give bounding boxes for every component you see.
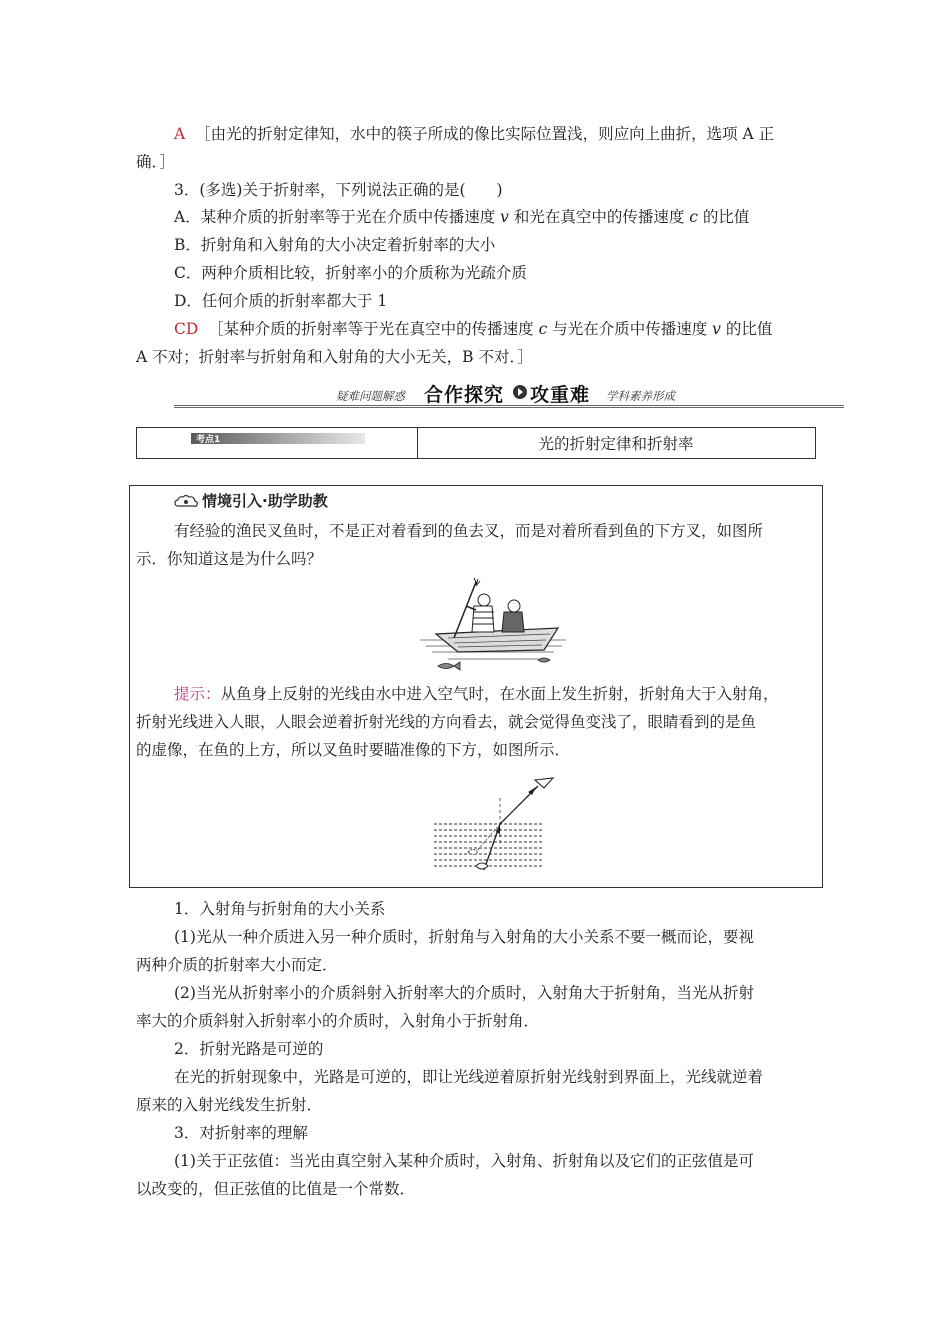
- para-3-line-1: 在光的折射现象中，光路是可逆的，即让光线逆着原折射光线射到界面上，光线就逆着: [174, 1068, 764, 1086]
- option-a-part1: A．某种介质的折射率等于光在介质中传播速度: [174, 208, 501, 226]
- answer-text-cont: 确．］: [136, 153, 175, 171]
- option-a-var-v: v: [500, 208, 509, 226]
- situation-heading-text: 情境引入·助学助教: [202, 492, 328, 510]
- option-c: C．两种介质相比较，折射率小的介质称为光疏介质: [174, 264, 527, 282]
- section-heading-2: 2．折射光路是可逆的: [174, 1040, 324, 1058]
- situation-para-2: 示．你知道这是为什么吗？: [136, 550, 323, 568]
- refraction-diagram: [432, 774, 556, 880]
- kaodian-title: 光的折射定律和折射率: [538, 435, 694, 453]
- answer-line: [174, 124, 774, 144]
- answer-explain-d: 的比值: [720, 320, 773, 338]
- section-heading-3: 3．对折射率的理解: [174, 1124, 308, 1142]
- arrow-circle-icon: [512, 384, 528, 400]
- answer-explain-cont: A 不对；折射率与折射角和入射角的大小无关，B 不对．］: [136, 348, 533, 366]
- answer-var-c: c: [538, 320, 548, 338]
- kaodian-table: [136, 427, 816, 459]
- para-4-line-1: (1)关于正弦值：当光由真空射入某种介质时，入射角、折射角以及它们的正弦值是可: [174, 1152, 754, 1170]
- para-2-line-2: 率大的介质斜射入折射率小的介质时，入射角小于折射角．: [136, 1012, 540, 1030]
- para-1-line-2: 两种介质的折射率大小而定．: [136, 956, 338, 974]
- banner-rule: [174, 405, 844, 408]
- answer-letter: A: [174, 125, 186, 143]
- answer-explain-a: ［某种介质的折射率等于光在真空中的传播速度: [208, 320, 539, 338]
- banner-right: 学科素养形成: [606, 389, 675, 403]
- para-1-line-1: (1)光从一种介质进入另一种介质时，折射角与入射角的大小关系不要一概而论，要视: [174, 928, 754, 946]
- para-3-line-2: 原来的入射光线发生折射．: [136, 1096, 323, 1114]
- option-a: [174, 207, 749, 227]
- section-heading-1: 1．入射角与折射角的大小关系: [174, 900, 386, 918]
- answer-letters: CD: [174, 320, 199, 338]
- section-banner: [174, 380, 844, 410]
- answer-explain-b: 与光在介质中传播速度: [547, 320, 713, 338]
- option-b: B．折射角和入射角的大小决定着折射率的大小: [174, 236, 496, 254]
- question-answer: [174, 319, 772, 339]
- para-2-line-1: (2)当光从折射率小的介质斜射入折射率大的介质时，入射角大于折射角，当光从折射: [174, 984, 754, 1002]
- option-a-var-c: c: [689, 208, 698, 226]
- option-a-part3: 的比值: [697, 208, 750, 226]
- kaodian-tag: [191, 433, 365, 444]
- hint-text-1: 从鱼身上反射的光线由水中进入空气时，在水面上发生折射，折射角大于入射角，: [220, 685, 779, 703]
- situation-para-1: 有经验的渔民叉鱼时，不是正对着看到的鱼去叉，而是对着所看到鱼的下方叉，如图所: [174, 522, 764, 540]
- cloud-icon: [174, 494, 198, 510]
- kaodian-tag-label: 考点1: [196, 435, 221, 445]
- question-stem: 3．(多选)关于折射率，下列说法正确的是( ): [174, 181, 503, 199]
- hint-line-2: 折射光线进入人眼，人眼会逆着折射光线的方向看去，就会觉得鱼变浅了，眼睛看到的是鱼: [136, 713, 757, 731]
- banner-title-2: 攻重难: [530, 384, 591, 406]
- banner-title-1: 合作探究: [424, 384, 505, 406]
- hint-line-1: [174, 684, 779, 704]
- situation-heading: [174, 490, 328, 511]
- hint-line-3: 的虚像，在鱼的上方，所以叉鱼时要瞄准像的下方，如图所示．: [136, 741, 571, 759]
- banner-left: 疑难问题解惑: [336, 389, 405, 403]
- fisherman-illustration: [418, 576, 568, 671]
- option-a-part2: 和光在真空中的传播速度: [508, 208, 690, 226]
- answer-text: ［由光的折射定律知，水中的筷子所成的像比实际位置浅，则应向上曲折，选项 A 正: [195, 125, 775, 143]
- option-d: D．任何介质的折射率都大于 1: [174, 292, 388, 310]
- para-4-line-2: 以改变的，但正弦值的比值是一个常数．: [136, 1180, 416, 1198]
- answer-var-v: v: [712, 320, 721, 338]
- hint-label: 提示：: [174, 685, 221, 703]
